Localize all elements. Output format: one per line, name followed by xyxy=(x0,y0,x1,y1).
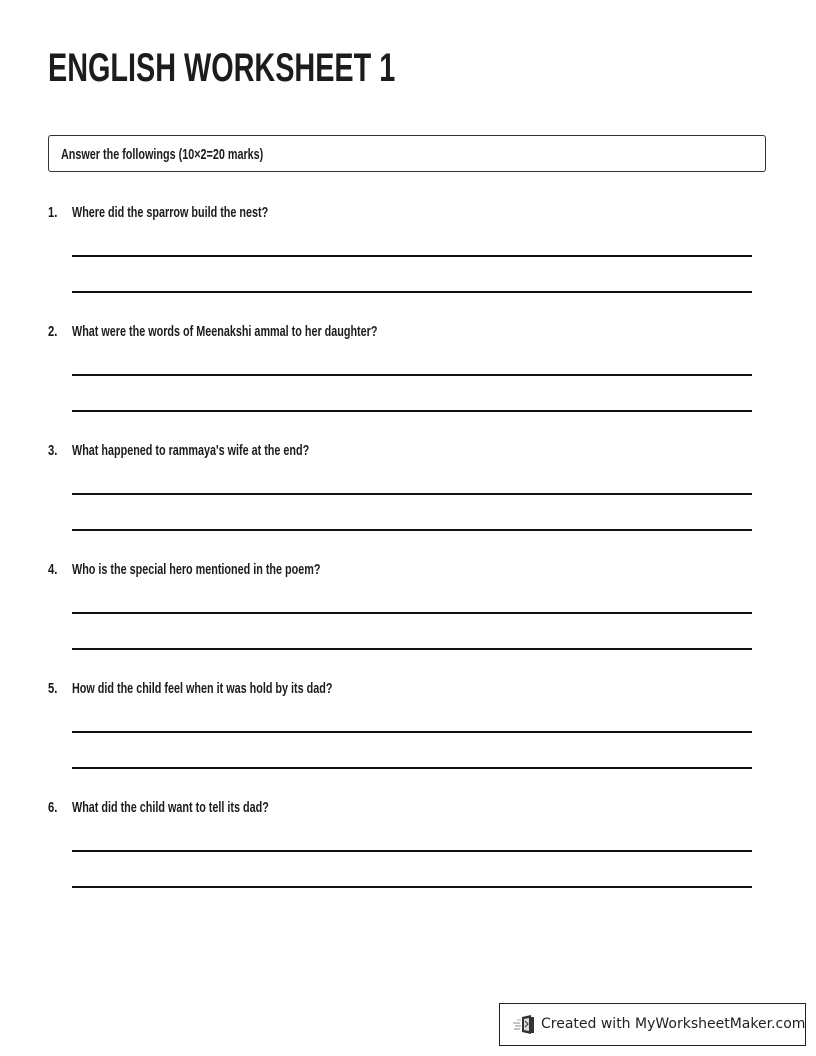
question-number: 2. xyxy=(48,323,58,340)
question-3 xyxy=(48,442,768,542)
question-text: What happened to rammaya's wife at the end? xyxy=(72,442,310,459)
answer-line[interactable] xyxy=(72,648,752,650)
answer-line[interactable] xyxy=(72,886,752,888)
instructions-box xyxy=(48,135,766,172)
answer-line[interactable] xyxy=(72,374,752,376)
answer-line[interactable] xyxy=(72,529,752,531)
question-number: 3. xyxy=(48,442,58,459)
question-number: 1. xyxy=(48,204,58,221)
answer-line[interactable] xyxy=(72,255,752,257)
instructions-text: Answer the followings (10×2=20 marks) xyxy=(61,146,264,163)
question-text: Where did the sparrow build the nest? xyxy=(72,204,269,221)
answer-line[interactable] xyxy=(72,410,752,412)
answer-line[interactable] xyxy=(72,731,752,733)
question-6 xyxy=(48,799,768,899)
question-text: How did the child feel when it was hold by its dad? xyxy=(72,680,333,697)
question-number: 5. xyxy=(48,680,58,697)
question-number: 4. xyxy=(48,561,58,578)
question-text: What were the words of Meenakshi ammal to her daughter? xyxy=(72,323,378,340)
question-2 xyxy=(48,323,768,423)
question-text: What did the child want to tell its dad? xyxy=(72,799,269,816)
question-5 xyxy=(48,680,768,780)
answer-line[interactable] xyxy=(72,850,752,852)
created-with-badge[interactable] xyxy=(499,1003,806,1046)
question-1 xyxy=(48,204,768,304)
page-title: ENGLISH WORKSHEET 1 xyxy=(48,46,396,90)
question-4 xyxy=(48,561,768,661)
answer-line[interactable] xyxy=(72,493,752,495)
answer-line[interactable] xyxy=(72,767,752,769)
answer-line[interactable] xyxy=(72,291,752,293)
created-with-text: Created with MyWorksheetMaker.com xyxy=(541,1016,806,1032)
worksheet-maker-logo-icon xyxy=(512,1014,538,1036)
question-number: 6. xyxy=(48,799,58,816)
answer-line[interactable] xyxy=(72,612,752,614)
question-text: Who is the special hero mentioned in the poem? xyxy=(72,561,321,578)
